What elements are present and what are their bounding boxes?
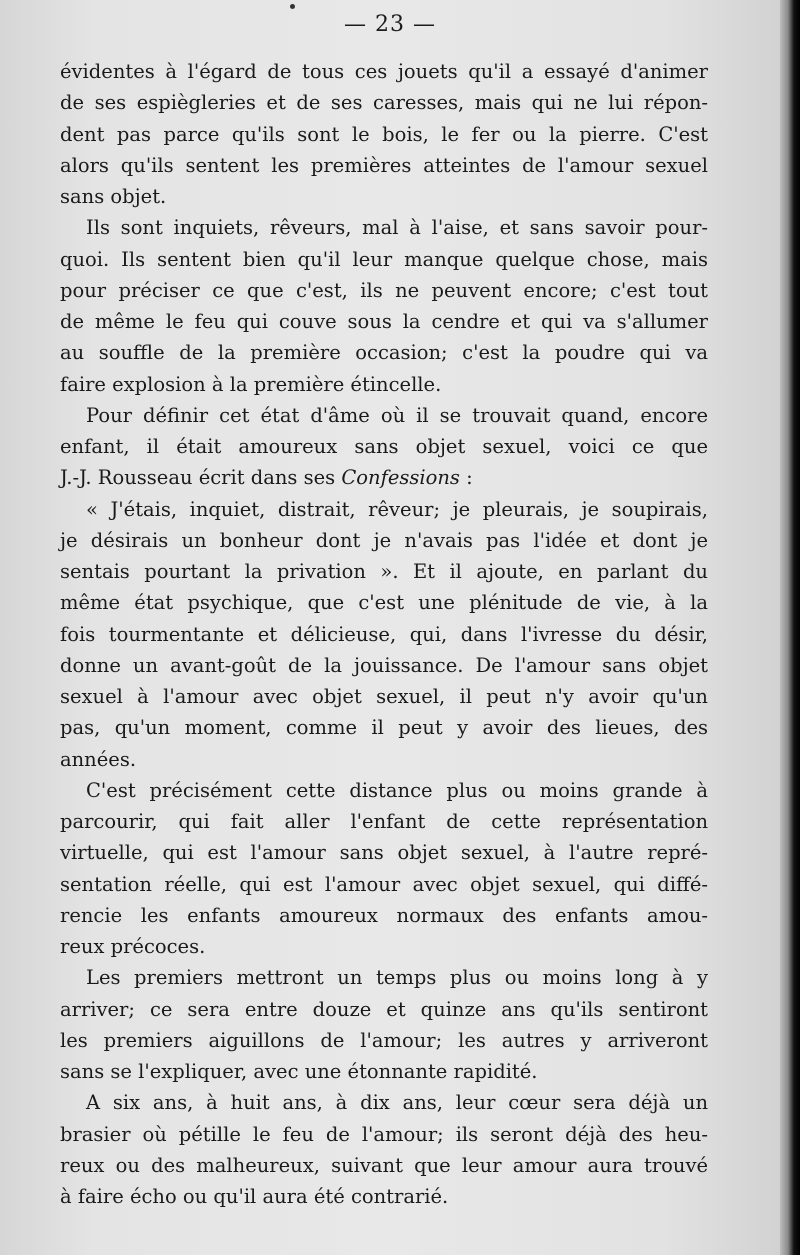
text-line bbox=[60, 150, 708, 181]
text-line bbox=[60, 775, 708, 806]
text-line bbox=[60, 369, 708, 400]
text-line-content: A six ans, à huit ans, à dix ans, leur cœur sera déjà un bbox=[86, 1091, 708, 1115]
text-line bbox=[60, 962, 708, 993]
text-line-content: parcourir, qui fait aller l'enfant de cette représentation bbox=[60, 810, 708, 833]
ink-dot bbox=[290, 4, 295, 9]
text-line-content: Les premiers mettront un temps plus ou moins long à y bbox=[86, 966, 708, 990]
text-line bbox=[60, 587, 708, 618]
text-line bbox=[60, 1181, 708, 1212]
text-line-content: donne un avant-goût de la jouissance. De l'amour sans objet bbox=[60, 653, 708, 677]
text-line bbox=[60, 306, 708, 337]
text-line-content: pas, qu'un moment, comme il peut y avoir des lieues, des bbox=[60, 716, 708, 740]
body-text bbox=[60, 56, 708, 1212]
text-line-content: faire explosion à la première étincelle. bbox=[60, 372, 442, 396]
text-line bbox=[60, 212, 708, 243]
text-line-content: sans objet. bbox=[60, 185, 167, 208]
text-line-content: de même le feu qui couve sous la cendre et qui va s'allumer bbox=[60, 310, 708, 333]
text-line bbox=[60, 1056, 708, 1087]
text-line-content: reux précoces. bbox=[60, 935, 206, 958]
text-line-content: quoi. Ils sentent bien qu'il leur manque quelque chose, mais bbox=[60, 247, 708, 271]
text-line-content: rencie les enfants amoureux normaux des enfants amou- bbox=[60, 903, 708, 927]
text-line-content: je désirais un bonheur dont je n'avais pas l'idée et dont je bbox=[60, 528, 708, 552]
text-line-content: C'est précisément cette distance plus ou moins grande à bbox=[86, 778, 708, 802]
text-line bbox=[60, 744, 708, 775]
text-line-content: J.-J. Rousseau écrit dans ses bbox=[60, 466, 342, 490]
text-line bbox=[60, 494, 708, 525]
text-line-content: Ils sont inquiets, rêveurs, mal à l'aise, et sans savoir pour- bbox=[86, 216, 708, 240]
text-line bbox=[60, 556, 708, 587]
text-line-content: dent pas parce qu'ils sont le bois, le fer ou la pierre. C'est bbox=[60, 122, 708, 146]
text-line bbox=[60, 869, 708, 900]
text-line-content: à faire écho ou qu'il aura été contrarié. bbox=[60, 1185, 449, 1208]
text-line bbox=[60, 119, 708, 150]
text-line bbox=[60, 650, 708, 681]
text-line-content: au souffle de la première occasion; c'est la poudre qui va bbox=[60, 341, 708, 365]
text-line bbox=[60, 1025, 708, 1056]
text-line bbox=[60, 244, 708, 275]
text-line bbox=[60, 931, 708, 962]
text-line-content: les premiers aiguillons de l'amour; les autres y arriveront bbox=[60, 1028, 708, 1052]
text-line bbox=[60, 462, 708, 493]
text-line bbox=[60, 681, 708, 712]
text-line bbox=[60, 337, 708, 368]
text-line-content: arriver; ce sera entre douze et quinze ans qu'ils sentiront bbox=[60, 997, 708, 1021]
text-line-content: virtuelle, qui est l'amour sans objet sexuel, à l'autre repré- bbox=[60, 841, 708, 865]
text-line-content: sans se l'expliquer, avec une étonnante rapidité. bbox=[60, 1060, 538, 1083]
text-line bbox=[60, 56, 708, 87]
text-line bbox=[60, 837, 708, 868]
text-line bbox=[60, 900, 708, 931]
page-number: — 23 — bbox=[344, 12, 436, 37]
text-line bbox=[60, 994, 708, 1025]
text-line bbox=[60, 619, 708, 650]
text-line bbox=[60, 1119, 708, 1150]
text-line-content: fois tourmentante et délicieuse, qui, dans l'ivresse du désir, bbox=[60, 622, 708, 646]
scan-edge bbox=[780, 0, 800, 1255]
text-line-content: reux ou des malheureux, suivant que leur amour aura trouvé bbox=[60, 1153, 708, 1177]
text-line bbox=[60, 1087, 708, 1118]
text-line-content: sentation réelle, qui est l'amour avec objet sexuel, qui diffé- bbox=[60, 872, 708, 896]
text-line-content: brasier où pétille le feu de l'amour; ils seront déjà des heu- bbox=[60, 1122, 708, 1146]
book-title: Confessions bbox=[341, 466, 460, 490]
text-line-content: évidentes à l'égard de tous ces jouets qu'il a essayé d'animer bbox=[60, 60, 708, 83]
text-line bbox=[60, 1150, 708, 1181]
text-line bbox=[60, 712, 708, 743]
text-line-content: même état psychique, que c'est une plénitude de vie, à la bbox=[60, 591, 708, 615]
text-line-content: années. bbox=[60, 747, 137, 771]
text-line-content: de ses espiègleries et de ses caresses, mais qui ne lui répon- bbox=[60, 91, 708, 115]
text-line bbox=[60, 275, 708, 306]
text-line bbox=[60, 87, 708, 118]
text-line bbox=[60, 431, 708, 462]
text-line-content: pour préciser ce que c'est, ils ne peuvent encore; c'est tout bbox=[60, 278, 708, 302]
text-line bbox=[60, 806, 708, 837]
text-line-content: « J'étais, inquiet, distrait, rêveur; je pleurais, je soupirais, bbox=[86, 497, 708, 521]
text-line-content: Pour définir cet état d'âme où il se trouvait quand, encore bbox=[86, 403, 708, 427]
text-line bbox=[60, 400, 708, 431]
text-line-content: enfant, il était amoureux sans objet sexuel, voici ce que bbox=[60, 435, 708, 458]
text-line bbox=[60, 181, 708, 212]
text-line-content: alors qu'ils sentent les premières atteintes de l'amour sexuel bbox=[60, 153, 708, 177]
text-line bbox=[60, 525, 708, 556]
text-line-content: sentais pourtant la privation ». Et il ajoute, en parlant du bbox=[60, 560, 708, 583]
text-line-suffix: : bbox=[459, 466, 473, 490]
text-line-content: sexuel à l'amour avec objet sexuel, il peut n'y avoir qu'un bbox=[60, 685, 708, 708]
